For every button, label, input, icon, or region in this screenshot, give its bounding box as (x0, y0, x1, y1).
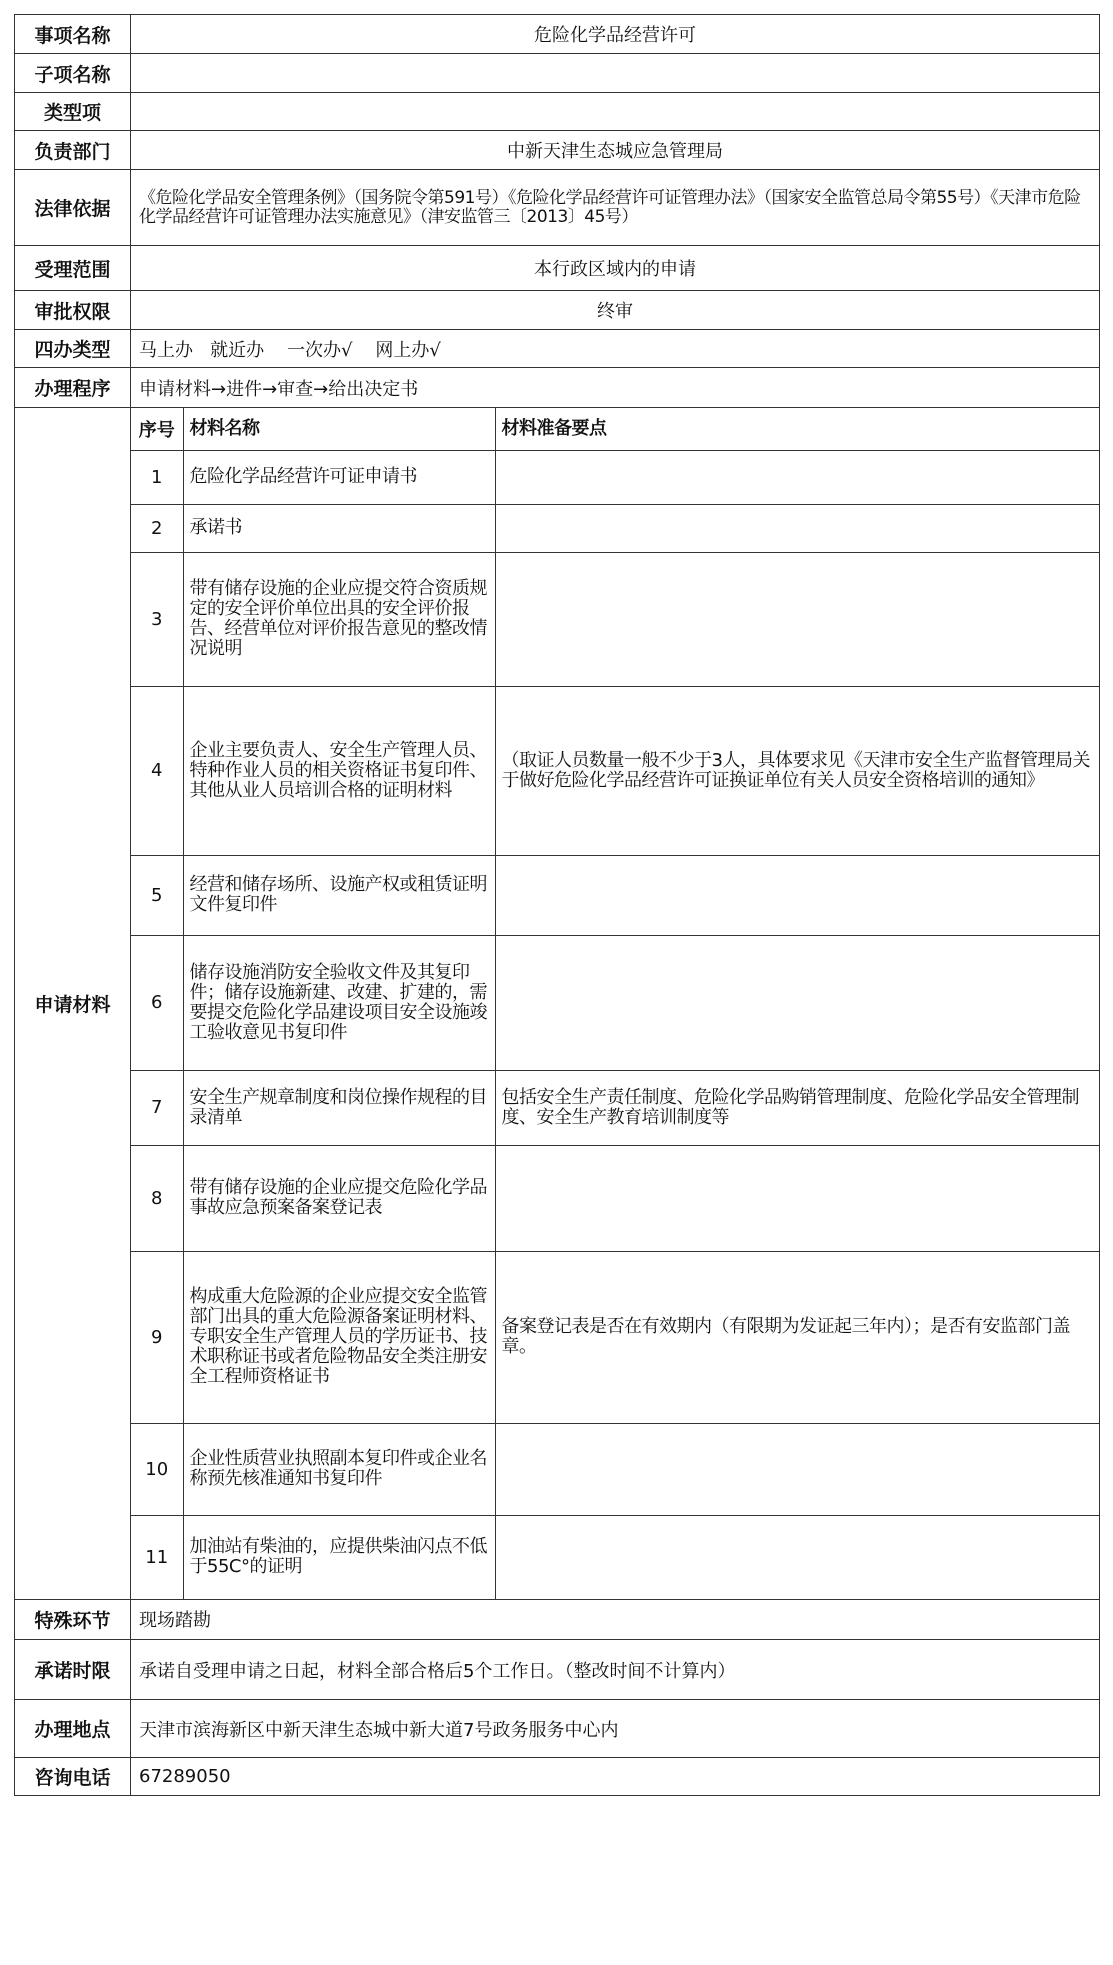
label-item-name: 事项名称 (15, 15, 131, 54)
material-row (131, 1515, 1099, 1599)
materials-header-row (131, 408, 1099, 450)
material-req (495, 935, 1099, 1070)
value-legal-basis: 《危险化学品安全管理条例》（国务院令第591号）《危险化学品经营许可证管理办法》（国家安全监管总局令第55号）《天津市危险化学品经营许可证管理办法实施意见》（津安监管三〔2013〕45号） (131, 170, 1100, 246)
service-guide-sheet (14, 14, 1100, 1796)
materials-table (131, 408, 1099, 1599)
material-req (495, 450, 1099, 504)
material-req (495, 1145, 1099, 1251)
label-four-types: 四办类型 (15, 330, 131, 368)
material-name: 带有储存设施的企业应提交危险化学品事故应急预案备案登记表 (183, 1145, 495, 1251)
material-no: 9 (131, 1251, 183, 1423)
value-procedure: 申请材料→进件→审查→给出决定书 (131, 368, 1100, 408)
header-no: 序号 (131, 408, 183, 450)
row-authority (15, 291, 1100, 330)
value-scope: 本行政区域内的申请 (131, 246, 1100, 291)
material-name: 加油站有柴油的，应提供柴油闪点不低于55C°的证明 (183, 1515, 495, 1599)
material-name: 企业主要负责人、安全生产管理人员、特种作业人员的相关资格证书复印件、其他从业人员培训合格的证明材料 (183, 686, 495, 855)
row-phone (15, 1758, 1100, 1796)
row-special (15, 1600, 1100, 1640)
label-type: 类型项 (15, 93, 131, 131)
value-item-name: 危险化学品经营许可 (131, 15, 1100, 54)
material-req (495, 855, 1099, 935)
row-location (15, 1700, 1100, 1758)
value-department: 中新天津生态城应急管理局 (131, 131, 1100, 170)
material-name: 经营和储存场所、设施产权或租赁证明文件复印件 (183, 855, 495, 935)
material-row (131, 450, 1099, 504)
header-req: 材料准备要点 (495, 408, 1099, 450)
row-department (15, 131, 1100, 170)
row-materials (15, 408, 1100, 1600)
material-name: 企业性质营业执照副本复印件或企业名称预先核准通知书复印件 (183, 1423, 495, 1515)
header-name: 材料名称 (183, 408, 495, 450)
material-req (495, 552, 1099, 686)
label-time-limit: 承诺时限 (15, 1640, 131, 1700)
value-phone: 67289050 (131, 1758, 1100, 1796)
material-name: 带有储存设施的企业应提交符合资质规定的安全评价单位出具的安全评价报告、经营单位对评价报告意见的整改情况说明 (183, 552, 495, 686)
material-row (131, 1251, 1099, 1423)
material-no: 2 (131, 504, 183, 552)
material-row (131, 504, 1099, 552)
value-authority: 终审 (131, 291, 1100, 330)
material-no: 10 (131, 1423, 183, 1515)
label-materials: 申请材料 (15, 408, 131, 1600)
label-sub-name: 子项名称 (15, 54, 131, 93)
material-row (131, 1145, 1099, 1251)
material-row (131, 935, 1099, 1070)
material-name: 安全生产规章制度和岗位操作规程的目录清单 (183, 1070, 495, 1145)
label-legal-basis: 法律依据 (15, 170, 131, 246)
value-type (131, 93, 1100, 131)
material-req: 包括安全生产责任制度、危险化学品购销管理制度、危险化学品安全管理制度、安全生产教育培训制度等 (495, 1070, 1099, 1145)
material-req (495, 1423, 1099, 1515)
label-procedure: 办理程序 (15, 368, 131, 408)
label-phone: 咨询电话 (15, 1758, 131, 1796)
row-procedure (15, 368, 1100, 408)
value-four-types: 马上办 就近办 一次办√ 网上办√ (131, 330, 1100, 368)
material-row (131, 855, 1099, 935)
material-req (495, 504, 1099, 552)
material-name: 危险化学品经营许可证申请书 (183, 450, 495, 504)
service-guide-table (14, 14, 1100, 1796)
material-no: 7 (131, 1070, 183, 1145)
row-item-name (15, 15, 1100, 54)
material-name: 构成重大危险源的企业应提交安全监管部门出具的重大危险源备案证明材料、专职安全生产管理人员的学历证书、技术职称证书或者危险物品安全类注册安全工程师资格证书 (183, 1251, 495, 1423)
row-scope (15, 246, 1100, 291)
row-sub-name (15, 54, 1100, 93)
material-no: 6 (131, 935, 183, 1070)
material-no: 4 (131, 686, 183, 855)
material-name: 承诺书 (183, 504, 495, 552)
material-row (131, 552, 1099, 686)
row-time-limit (15, 1640, 1100, 1700)
label-special: 特殊环节 (15, 1600, 131, 1640)
material-no: 3 (131, 552, 183, 686)
material-row (131, 1423, 1099, 1515)
material-no: 8 (131, 1145, 183, 1251)
value-special: 现场踏勘 (131, 1600, 1100, 1640)
material-req (495, 1515, 1099, 1599)
material-no: 5 (131, 855, 183, 935)
row-type (15, 93, 1100, 131)
label-scope: 受理范围 (15, 246, 131, 291)
value-location: 天津市滨海新区中新天津生态城中新大道7号政务服务中心内 (131, 1700, 1100, 1758)
value-sub-name (131, 54, 1100, 93)
label-location: 办理地点 (15, 1700, 131, 1758)
row-legal-basis (15, 170, 1100, 246)
label-department: 负责部门 (15, 131, 131, 170)
material-no: 11 (131, 1515, 183, 1599)
material-req: （取证人员数量一般不少于3人，具体要求见《天津市安全生产监督管理局关于做好危险化学品经营许可证换证单位有关人员安全资格培训的通知》 (495, 686, 1099, 855)
material-row (131, 686, 1099, 855)
material-no: 1 (131, 450, 183, 504)
material-row (131, 1070, 1099, 1145)
materials-cell (131, 408, 1100, 1600)
row-four-types (15, 330, 1100, 368)
value-time-limit: 承诺自受理申请之日起，材料全部合格后5个工作日。（整改时间不计算内） (131, 1640, 1100, 1700)
material-req: 备案登记表是否在有效期内（有限期为发证起三年内）；是否有安监部门盖章。 (495, 1251, 1099, 1423)
material-name: 储存设施消防安全验收文件及其复印件；储存设施新建、改建、扩建的，需要提交危险化学品建设项目安全设施竣工验收意见书复印件 (183, 935, 495, 1070)
label-authority: 审批权限 (15, 291, 131, 330)
